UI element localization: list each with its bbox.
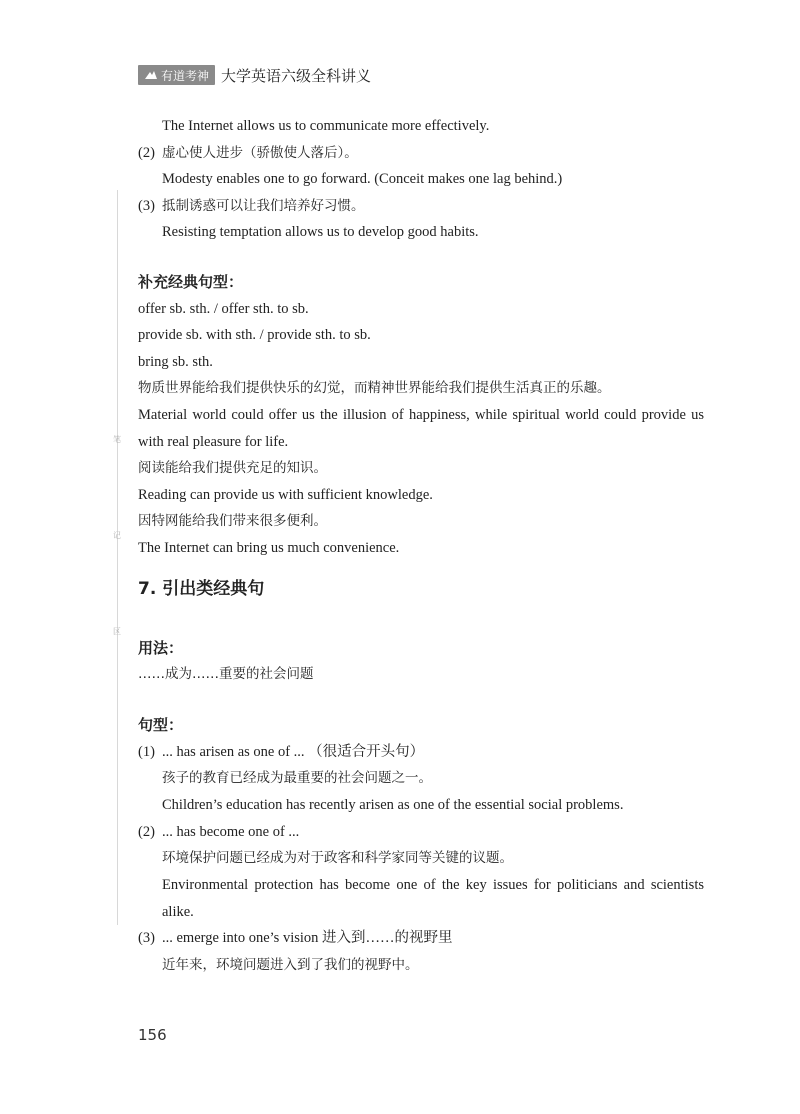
supplement-example-1-chinese: 物质世界能给我们提供快乐的幻觉，而精神世界能给我们提供生活真正的乐趣。 [138, 380, 611, 396]
book-title: 大学英语六级全科讲义 [221, 66, 372, 85]
supplement-example-1-english-b: with real pleasure for life. [138, 434, 289, 450]
pattern-offer: offer sb. sth. / offer sth. to sb. [138, 301, 309, 317]
supplement-example-3-chinese: 因特网能给我们带来很多便利。 [138, 513, 327, 529]
pattern-2-english-b: alike. [162, 904, 194, 920]
pattern-3-line [138, 928, 453, 948]
usage-heading: 用法： [138, 639, 184, 657]
pattern-1-text: ... has arisen as one of ... （很适合开头句） [162, 744, 425, 760]
brand-badge [138, 65, 215, 85]
example-2-chinese-line [138, 143, 358, 163]
page-header [138, 64, 371, 86]
item-number: (2) [138, 145, 155, 161]
usage-text: ……成为……重要的社会问题 [138, 666, 314, 682]
supplement-example-2-english: Reading can provide us with sufficient knowledge. [138, 487, 433, 503]
margin-rule [117, 190, 118, 925]
pattern-3-chinese: 近年来，环境问题进入到了我们的视野中。 [162, 957, 419, 973]
pattern-bring: bring sb. sth. [138, 354, 213, 370]
supplement-heading: 补充经典句型： [138, 273, 244, 291]
pattern-1-chinese: 孩子的教育已经成为最重要的社会问题之一。 [162, 770, 432, 786]
pattern-1-line [138, 742, 424, 762]
example-3-english: Resisting temptation allows us to develop good habits. [162, 224, 479, 240]
item-number: (2) [138, 824, 155, 840]
example-3-chinese: 抵制诱惑可以让我们培养好习惯。 [162, 198, 365, 214]
margin-note-2: 记 [113, 531, 121, 540]
pattern-2-chinese: 环境保护问题已经成为对于政客和科学家同等关键的议题。 [162, 850, 513, 866]
pattern-2-line [138, 822, 299, 842]
pattern-3-text: ... emerge into one’s vision 进入到……的视野里 [162, 930, 453, 946]
pattern-1-english: Children’s education has recently arisen as one of the essential social problems. [162, 797, 624, 813]
pattern-heading: 句型： [138, 716, 184, 734]
supplement-example-2-chinese: 阅读能给我们提供充足的知识。 [138, 460, 327, 476]
pattern-provide: provide sb. with sth. / provide sth. to sb. [138, 327, 371, 343]
brand-logo-icon [144, 69, 158, 81]
item-number: (3) [138, 930, 155, 946]
supplement-example-3-english: The Internet can bring us much convenience. [138, 540, 400, 556]
example-2-chinese: 虚心使人进步（骄傲使人落后）。 [162, 145, 358, 161]
item-number: (3) [138, 198, 155, 214]
item-number: (1) [138, 744, 155, 760]
margin-note-1: 笔 [113, 435, 121, 444]
margin-note-3: 区 [113, 627, 121, 636]
section-7-title: 7. 引出类经典句 [138, 579, 265, 599]
pattern-2-english-a: Environmental protection has become one of the key issues for politicians and scientists [162, 877, 704, 893]
brand-name: 有道考神 [161, 68, 210, 83]
page-number: 156 [138, 1026, 167, 1044]
pattern-2-text: ... has become one of ... [162, 824, 300, 840]
example-2-english: Modesty enables one to go forward. (Conceit makes one lag behind.) [162, 171, 563, 187]
example-1-english: The Internet allows us to communicate more effectively. [162, 118, 490, 134]
example-3-chinese-line [138, 196, 365, 216]
supplement-example-1-english-a: Material world could offer us the illusion of happiness, while spiritual world could provide us [138, 407, 704, 423]
